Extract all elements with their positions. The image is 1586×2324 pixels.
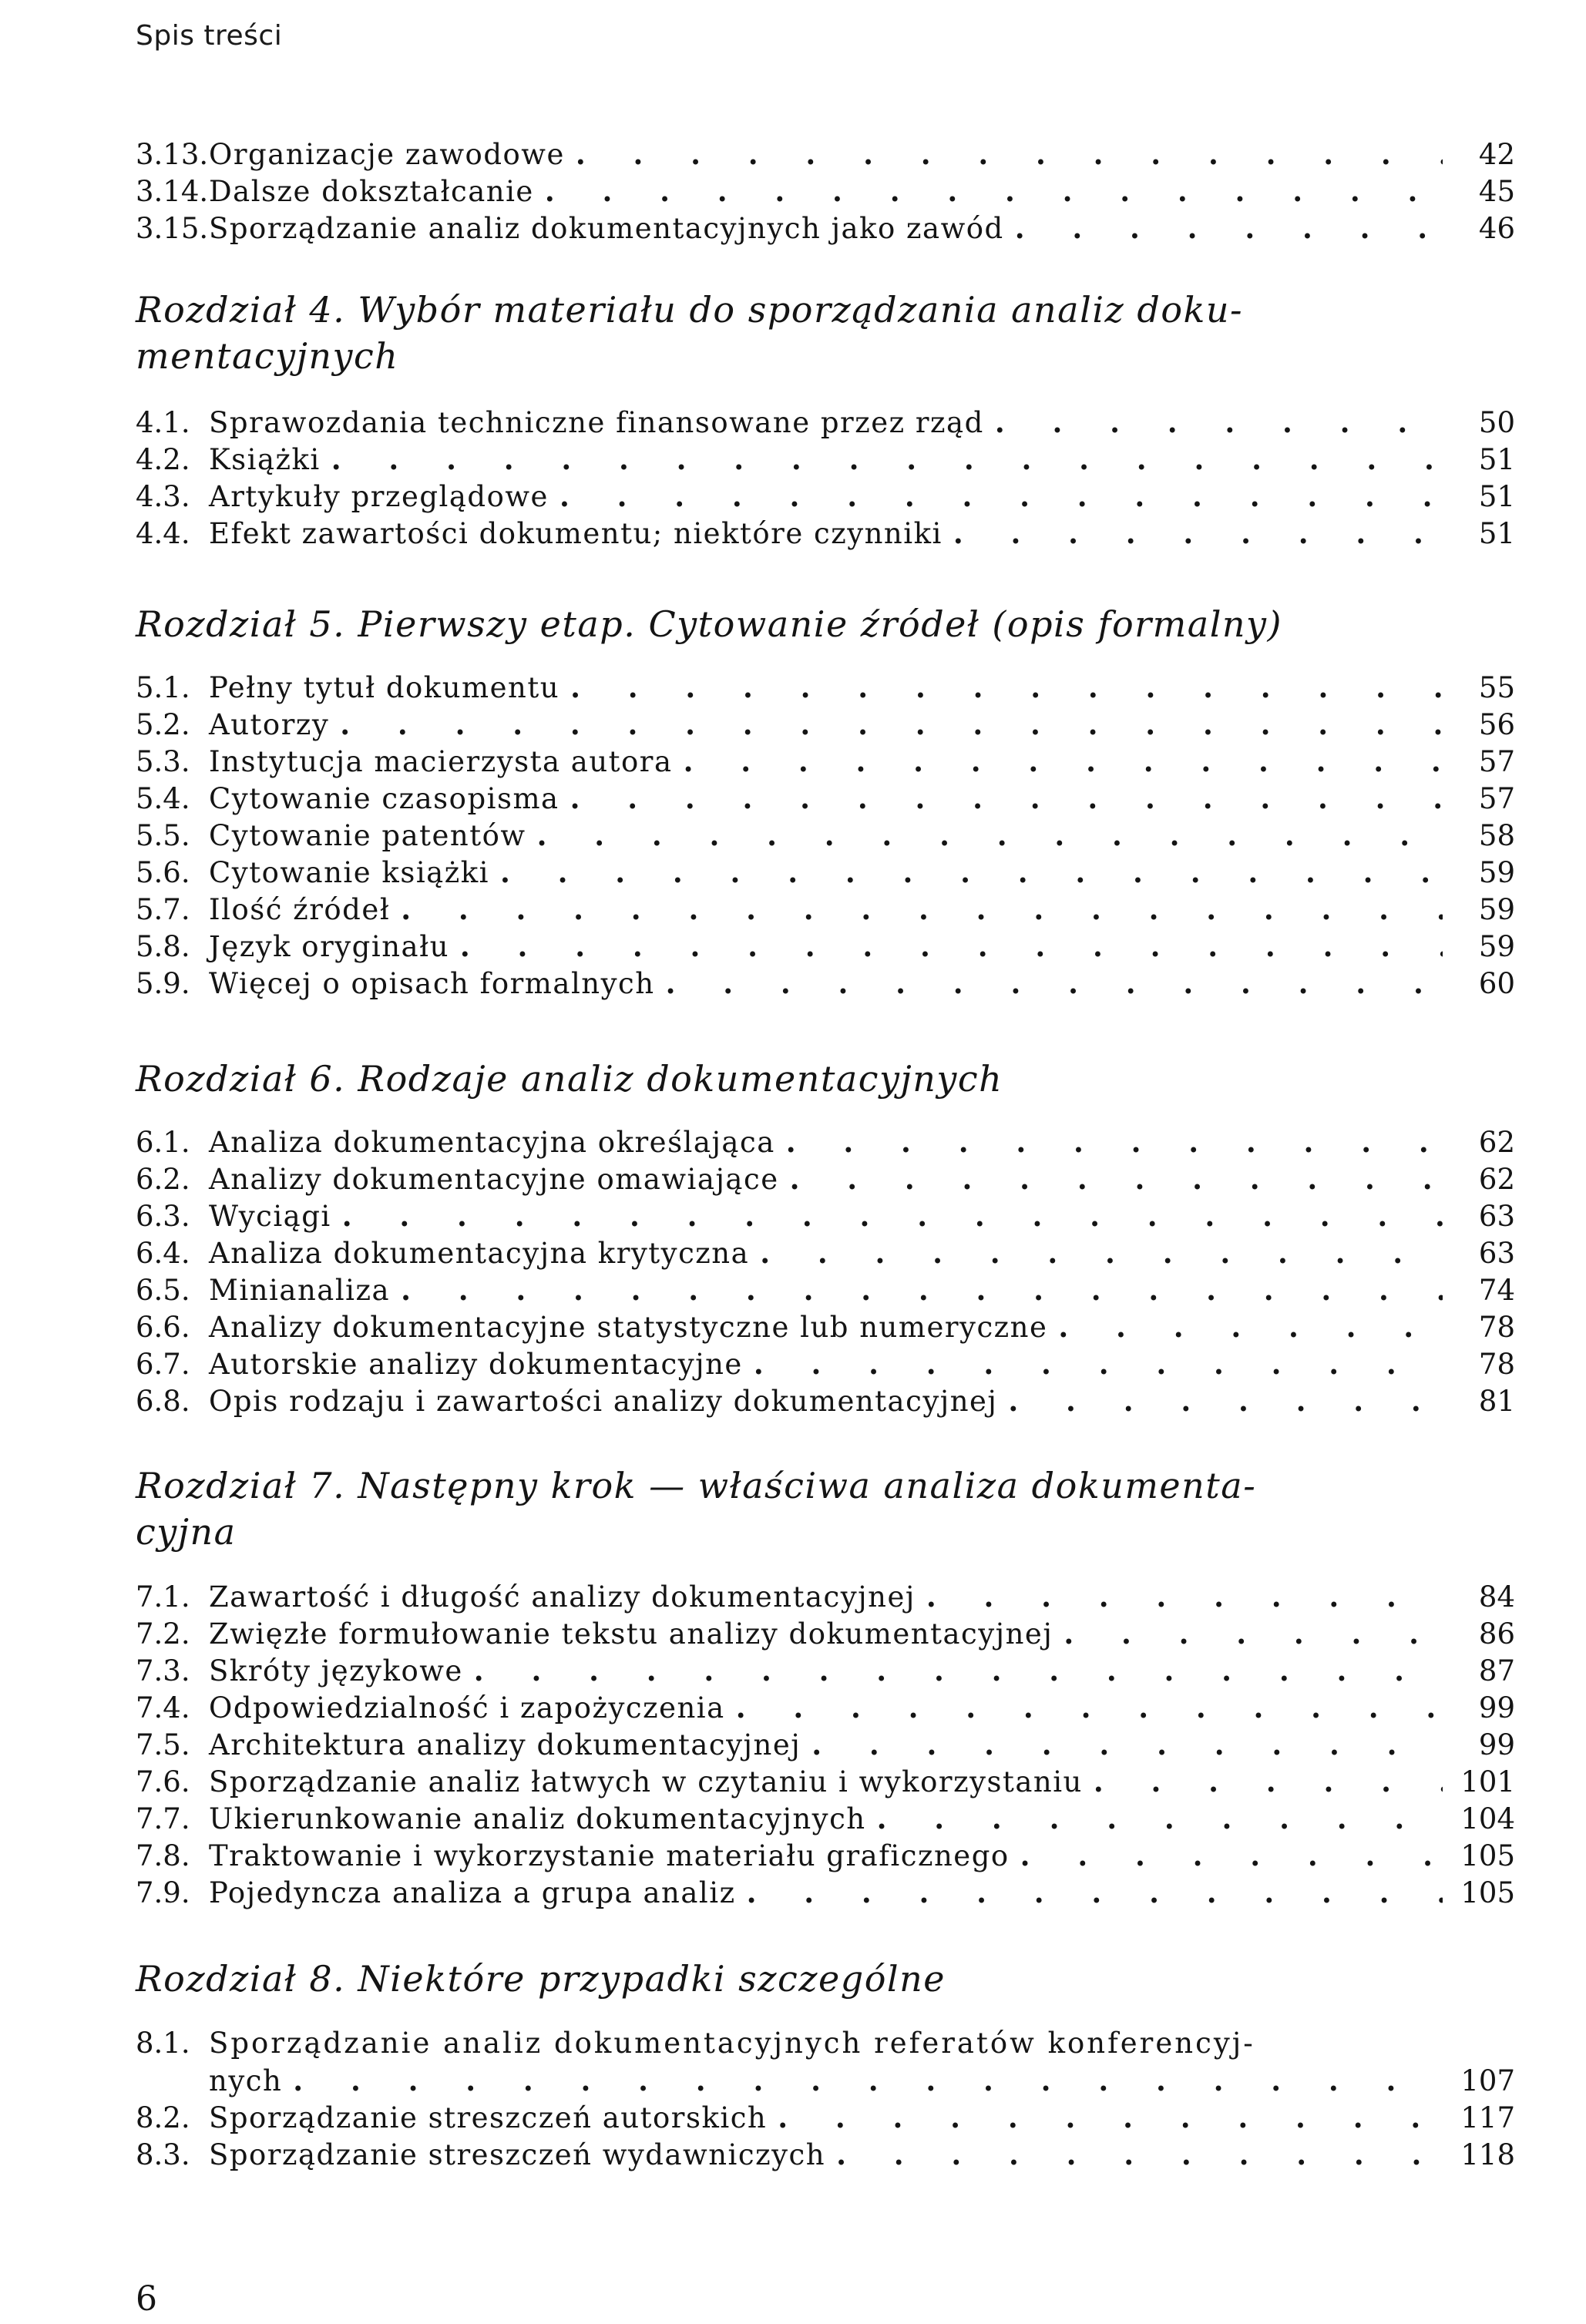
chapter-title-line: cyjna — [136, 1511, 237, 1553]
entry-page: 50 — [1478, 406, 1515, 439]
entry-page: 78 — [1478, 1311, 1515, 1344]
entry-number: 5.7. — [136, 893, 190, 926]
dot-leader — [760, 1234, 1443, 1272]
chapter-title[interactable] — [136, 1956, 1407, 2002]
dot-leader — [340, 706, 1443, 744]
toc-entry[interactable] — [136, 210, 1515, 247]
toc-entry[interactable] — [136, 891, 1515, 928]
dot-leader — [460, 928, 1443, 966]
entry-title: Cytowanie czasopisma — [209, 782, 559, 815]
entry-page: 57 — [1478, 745, 1515, 778]
entry-number: 6.3. — [136, 1200, 190, 1233]
entry-title: Artykuły przeglądowe — [209, 480, 549, 513]
dot-leader — [1008, 1382, 1443, 1420]
dot-leader — [684, 743, 1443, 781]
dot-leader — [836, 2136, 1443, 2174]
entry-title: Instytucja macierzysta autora — [209, 745, 673, 778]
entry-page: 99 — [1478, 1691, 1515, 1725]
entry-title: Odpowiedzialność i zapożyczenia — [209, 1691, 725, 1725]
entry-page: 42 — [1478, 138, 1515, 171]
entry-page: 57 — [1478, 782, 1515, 815]
entry-page: 86 — [1478, 1617, 1515, 1651]
entry-number: 7.1. — [136, 1580, 190, 1614]
entry-page: 105 — [1460, 1839, 1515, 1872]
dot-leader — [811, 1726, 1443, 1764]
entry-page: 107 — [1460, 2064, 1515, 2097]
toc-entry[interactable] — [136, 173, 1515, 210]
entry-number: 6.1. — [136, 1126, 190, 1159]
entry-number: 3.13. — [136, 138, 209, 171]
dot-leader — [754, 1345, 1443, 1383]
chapter-title[interactable] — [136, 601, 1407, 647]
entry-title: Sporządzanie analiz dokumentacyjnych referatów konferencyj- — [209, 2027, 1255, 2060]
entry-page: 51 — [1478, 480, 1515, 513]
dot-leader — [1063, 1615, 1443, 1653]
entry-number: 4.3. — [136, 480, 190, 513]
entry-number: 5.2. — [136, 708, 190, 741]
toc-entry[interactable] — [136, 1726, 1515, 1763]
entry-title: Więcej o opisach formalnych — [209, 967, 655, 1000]
chapter-title-line: Rozdział 4. Wybór materiału do sporządzania analiz doku- — [136, 289, 1244, 331]
dot-leader — [786, 1123, 1443, 1161]
dot-leader — [1020, 1837, 1443, 1875]
entry-number: 7.2. — [136, 1617, 190, 1651]
entry-title-continuation: nych — [209, 2064, 283, 2097]
entry-page: 104 — [1460, 1802, 1515, 1835]
toc-entry[interactable] — [136, 743, 1515, 780]
toc-entry[interactable] — [136, 928, 1515, 965]
entry-title: Analiza dokumentacyjna krytyczna — [209, 1237, 750, 1270]
entry-number: 8.2. — [136, 2101, 190, 2134]
entry-page: 74 — [1478, 1274, 1515, 1307]
dot-leader — [474, 1652, 1443, 1690]
entry-number: 8.3. — [136, 2138, 190, 2171]
dot-leader — [545, 173, 1443, 210]
entry-number: 5.8. — [136, 930, 190, 963]
entry-title: Ilość źródeł — [209, 893, 391, 926]
entry-page: 84 — [1478, 1580, 1515, 1614]
dot-leader — [293, 2062, 1443, 2100]
entry-page: 60 — [1478, 967, 1515, 1000]
entry-number: 7.3. — [136, 1654, 190, 1688]
toc-entry[interactable] — [136, 1578, 1515, 1615]
toc-entry[interactable] — [136, 1123, 1515, 1160]
toc-entry[interactable] — [136, 1615, 1515, 1652]
entry-title: Cytowanie książki — [209, 856, 489, 889]
entry-page: 46 — [1478, 212, 1515, 245]
dot-leader — [401, 891, 1443, 929]
toc-entry-continuation[interactable] — [136, 2062, 1515, 2099]
toc-entry[interactable] — [136, 1308, 1515, 1345]
entry-number: 5.9. — [136, 967, 190, 1000]
entry-page: 62 — [1478, 1126, 1515, 1159]
dot-leader — [1015, 210, 1443, 247]
entry-number: 3.14. — [136, 175, 209, 208]
dot-leader — [401, 1271, 1443, 1309]
entry-number: 7.6. — [136, 1765, 190, 1798]
entry-title: Architektura analizy dokumentacyjnej — [209, 1728, 801, 1761]
chapter-title-line: Rozdział 8. Niektóre przypadki szczególne — [136, 1958, 946, 2000]
chapter-8 — [136, 1956, 1515, 2173]
toc-entry[interactable] — [136, 1197, 1515, 1234]
chapter-6 — [136, 1056, 1515, 1419]
chapter-title[interactable] — [136, 287, 1407, 379]
entry-title: Sporządzanie analiz dokumentacyjnych jako zawód — [209, 212, 1004, 245]
entry-page: 118 — [1460, 2138, 1515, 2171]
toc-entry[interactable] — [136, 2025, 1515, 2062]
entry-page: 117 — [1460, 2101, 1515, 2134]
entry-page: 59 — [1478, 856, 1515, 889]
entry-number: 4.4. — [136, 517, 190, 550]
entry-title: Minianaliza — [209, 1274, 391, 1307]
toc-entry[interactable] — [136, 1837, 1515, 1874]
toc-entry[interactable] — [136, 1382, 1515, 1419]
entry-title: Pełny tytuł dokumentu — [209, 671, 560, 704]
entry-page: 101 — [1460, 1765, 1515, 1798]
entry-number: 6.7. — [136, 1348, 190, 1381]
dot-leader — [790, 1160, 1443, 1198]
chapter-4 — [136, 287, 1515, 552]
entry-number: 7.8. — [136, 1839, 190, 1872]
entry-page: 99 — [1478, 1728, 1515, 1761]
toc-entry[interactable] — [136, 2099, 1515, 2136]
entry-title: Organizacje zawodowe — [209, 138, 565, 171]
chapter-title-line: Rozdział 6. Rodzaje analiz dokumentacyjnych — [136, 1058, 1003, 1100]
toc-entry[interactable] — [136, 441, 1515, 478]
toc-entry[interactable] — [136, 1763, 1515, 1800]
entry-title: Wyciągi — [209, 1200, 331, 1233]
entry-title: Sprawozdania techniczne finansowane przez rząd — [209, 406, 984, 439]
entry-number: 4.1. — [136, 406, 190, 439]
entry-title: Analiza dokumentacyjna określająca — [209, 1126, 775, 1159]
entry-number: 6.2. — [136, 1163, 190, 1196]
dot-leader — [666, 965, 1443, 1002]
entry-page: 81 — [1478, 1385, 1515, 1418]
toc-entry[interactable] — [136, 404, 1515, 441]
entry-page: 45 — [1478, 175, 1515, 208]
toc-entry[interactable] — [136, 817, 1515, 854]
toc-entry[interactable] — [136, 1234, 1515, 1271]
page-number: 6 — [136, 2279, 157, 2319]
entry-number: 7.9. — [136, 1876, 190, 1909]
entry-number: 5.5. — [136, 819, 190, 852]
entry-number: 8.1. — [136, 2027, 190, 2060]
entry-title: Opis rodzaju i zawartości analizy dokumentacyjnej — [209, 1385, 998, 1418]
chapter-7 — [136, 1463, 1515, 1911]
toc-entry[interactable] — [136, 136, 1515, 173]
entry-title: Autorzy — [209, 708, 330, 741]
running-header: Spis treści — [136, 20, 283, 52]
dot-leader — [778, 2099, 1443, 2137]
entry-title: Efekt zawartości dokumentu; niektóre czynniki — [209, 517, 943, 550]
toc-entry[interactable] — [136, 780, 1515, 817]
entry-number: 6.5. — [136, 1274, 190, 1307]
entry-page: 58 — [1478, 819, 1515, 852]
dot-leader — [342, 1197, 1443, 1235]
dot-leader — [736, 1689, 1443, 1727]
entry-page: 78 — [1478, 1348, 1515, 1381]
entry-number: 3.15. — [136, 212, 209, 245]
entry-number: 7.4. — [136, 1691, 190, 1725]
toc-entry[interactable] — [136, 854, 1515, 891]
toc-entry[interactable] — [136, 515, 1515, 552]
dot-leader — [995, 404, 1443, 442]
entry-title: Skróty językowe — [209, 1654, 463, 1688]
chapter-title-line: Rozdział 5. Pierwszy etap. Cytowanie źródeł (opis formalny) — [136, 603, 1282, 645]
dot-leader — [331, 441, 1443, 479]
toc-entry[interactable] — [136, 1652, 1515, 1689]
dot-leader — [926, 1578, 1443, 1616]
entry-number: 7.5. — [136, 1728, 190, 1761]
entry-page: 51 — [1478, 443, 1515, 476]
dot-leader — [953, 515, 1443, 552]
entry-title: Zawartość i długość analizy dokumentacyjnej — [209, 1580, 916, 1614]
entry-page: 56 — [1478, 708, 1515, 741]
toc-entry[interactable] — [136, 706, 1515, 743]
entry-title: Sporządzanie streszczeń wydawniczych — [209, 2138, 826, 2171]
toc-entry[interactable] — [136, 1874, 1515, 1911]
entry-page: 63 — [1478, 1237, 1515, 1270]
chapter-title[interactable] — [136, 1463, 1407, 1555]
entry-number: 4.2. — [136, 443, 190, 476]
entry-number: 6.8. — [136, 1385, 190, 1418]
dot-leader — [500, 854, 1443, 892]
entry-page: 62 — [1478, 1163, 1515, 1196]
entry-page: 55 — [1478, 671, 1515, 704]
chapter-title-line: Rozdział 7. Następny krok — właściwa analiza dokumenta- — [136, 1465, 1257, 1506]
section-3-tail — [136, 136, 1515, 247]
entry-number: 6.4. — [136, 1237, 190, 1270]
entry-page: 59 — [1478, 930, 1515, 963]
toc-entry[interactable] — [136, 1800, 1515, 1837]
entry-number: 5.3. — [136, 745, 190, 778]
entry-title: Traktowanie i wykorzystanie materiału graficznego — [209, 1839, 1010, 1872]
entry-number: 7.7. — [136, 1802, 190, 1835]
toc-entry[interactable] — [136, 669, 1515, 706]
dot-leader — [1094, 1763, 1443, 1801]
toc-entry[interactable] — [136, 478, 1515, 515]
entry-title: Ukierunkowanie analiz dokumentacyjnych — [209, 1802, 866, 1835]
entry-title: Analizy dokumentacyjne statystyczne lub numeryczne — [209, 1311, 1048, 1344]
dot-leader — [537, 817, 1443, 855]
chapter-title-line: mentacyjnych — [136, 335, 399, 377]
entry-title: Sporządzanie streszczeń autorskich — [209, 2101, 768, 2134]
toc-entry[interactable] — [136, 2136, 1515, 2173]
entry-title: Cytowanie patentów — [209, 819, 526, 852]
entry-page: 59 — [1478, 893, 1515, 926]
entry-page: 63 — [1478, 1200, 1515, 1233]
dot-leader — [1058, 1308, 1443, 1346]
dot-leader — [570, 780, 1443, 818]
entry-page: 87 — [1478, 1654, 1515, 1688]
entry-title: Analizy dokumentacyjne omawiające — [209, 1163, 779, 1196]
dot-leader — [747, 1874, 1443, 1912]
entry-page: 51 — [1478, 517, 1515, 550]
entry-title: Język oryginału — [209, 930, 449, 963]
dot-leader — [576, 136, 1443, 173]
entry-number: 5.6. — [136, 856, 190, 889]
chapter-5 — [136, 601, 1515, 1002]
entry-title: Dalsze dokształcanie — [209, 175, 534, 208]
entry-title: Sporządzanie analiz łatwych w czytaniu i wykorzystaniu — [209, 1765, 1083, 1798]
entry-page: 105 — [1460, 1876, 1515, 1909]
toc-entry[interactable] — [136, 965, 1515, 1002]
dot-leader — [877, 1800, 1443, 1838]
toc-entry[interactable] — [136, 1271, 1515, 1308]
entry-number: 6.6. — [136, 1311, 190, 1344]
dot-leader — [559, 478, 1443, 516]
entry-number: 5.4. — [136, 782, 190, 815]
chapter-title[interactable] — [136, 1056, 1407, 1102]
dot-leader — [570, 669, 1443, 707]
toc-entry[interactable] — [136, 1345, 1515, 1382]
toc-entry[interactable] — [136, 1689, 1515, 1726]
entry-title: Książki — [209, 443, 321, 476]
entry-number: 5.1. — [136, 671, 190, 704]
toc-entry[interactable] — [136, 1160, 1515, 1197]
entry-title: Zwięzłe formułowanie tekstu analizy dokumentacyjnej — [209, 1617, 1053, 1651]
entry-title: Pojedyncza analiza a grupa analiz — [209, 1876, 736, 1909]
entry-title: Autorskie analizy dokumentacyjne — [209, 1348, 743, 1381]
